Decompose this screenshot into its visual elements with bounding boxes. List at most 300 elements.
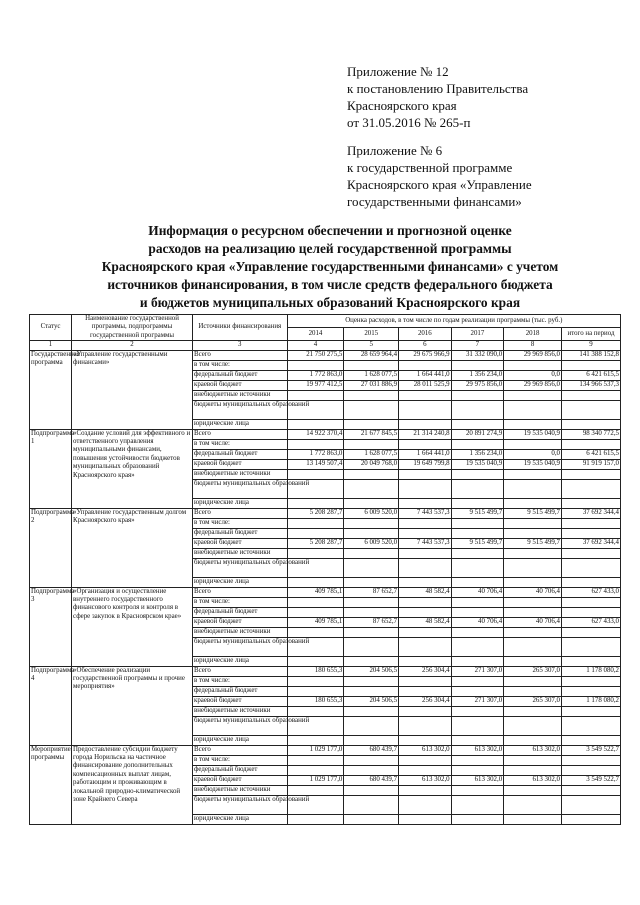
cell-value: 204 506,5 bbox=[344, 666, 399, 676]
cell-value bbox=[451, 686, 504, 696]
row-source: в том числе: bbox=[192, 597, 287, 607]
cell-total bbox=[562, 627, 621, 637]
appendix-12-title: Приложение № 12 bbox=[347, 64, 449, 79]
cell-value bbox=[287, 518, 344, 528]
cell-value bbox=[399, 814, 452, 824]
cell-value: 14 922 370,4 bbox=[287, 429, 344, 439]
cell-value: 5 208 287,7 bbox=[287, 538, 344, 548]
cell-value bbox=[451, 390, 504, 400]
cell-value bbox=[344, 528, 399, 538]
header-year-2018: 2018 bbox=[504, 328, 562, 341]
appendix-6-ref: к государственной программе bbox=[347, 160, 513, 175]
column-number: 3 bbox=[192, 341, 287, 350]
column-number: 2 bbox=[72, 341, 193, 350]
cell-value bbox=[399, 765, 452, 775]
cell-value bbox=[344, 479, 399, 498]
cell-value bbox=[399, 676, 452, 686]
cell-value: 613 302,0 bbox=[399, 775, 452, 785]
row-source: краевой бюджет bbox=[192, 538, 287, 548]
cell-value: 1 772 863,0 bbox=[287, 449, 344, 459]
cell-value: 265 307,0 bbox=[504, 666, 562, 676]
cell-value bbox=[451, 637, 504, 656]
cell-value bbox=[451, 498, 504, 508]
cell-total bbox=[562, 597, 621, 607]
cell-value: 40 706,4 bbox=[451, 617, 504, 627]
cell-value bbox=[344, 577, 399, 587]
cell-value: 1 356 234,0 bbox=[451, 370, 504, 380]
cell-value bbox=[504, 795, 562, 814]
row-program-name: «Обеспечение реализации государственной программы и прочие мероприятия» bbox=[72, 666, 193, 745]
cell-value: 48 582,4 bbox=[399, 617, 452, 627]
cell-value: 7 443 537,3 bbox=[399, 508, 452, 518]
row-source: федеральный бюджет bbox=[192, 607, 287, 617]
row-source: в том числе: bbox=[192, 439, 287, 449]
cell-value bbox=[287, 706, 344, 716]
row-source: внебюджетные источники bbox=[192, 706, 287, 716]
cell-value bbox=[399, 479, 452, 498]
cell-value: 29 975 856,0 bbox=[451, 380, 504, 390]
cell-value: 9 515 499,7 bbox=[504, 508, 562, 518]
cell-value bbox=[451, 528, 504, 538]
row-source: юридические лица bbox=[192, 735, 287, 745]
cell-value: 20 049 768,0 bbox=[344, 459, 399, 469]
cell-value: 29 675 966,9 bbox=[399, 350, 452, 360]
cell-value: 613 302,0 bbox=[451, 775, 504, 785]
cell-total: 1 178 080,2 bbox=[562, 696, 621, 706]
row-source: федеральный бюджет bbox=[192, 370, 287, 380]
cell-value bbox=[504, 419, 562, 429]
cell-value bbox=[451, 765, 504, 775]
cell-value bbox=[451, 795, 504, 814]
cell-value bbox=[344, 755, 399, 765]
cell-total bbox=[562, 676, 621, 686]
cell-value bbox=[399, 597, 452, 607]
row-source: бюджеты муниципальных образований bbox=[192, 479, 287, 498]
cell-value bbox=[451, 469, 504, 479]
appendix-6-program-name: государственными финансами» bbox=[347, 194, 522, 209]
cell-total: 98 340 772,5 bbox=[562, 429, 621, 439]
row-source: краевой бюджет bbox=[192, 617, 287, 627]
cell-value bbox=[399, 755, 452, 765]
row-source: в том числе: bbox=[192, 676, 287, 686]
cell-value bbox=[287, 686, 344, 696]
cell-value bbox=[504, 814, 562, 824]
row-program-name: Предоставление субсидии бюджету города Норильска на частичное финансирование дополнительных компенсационных выплат лицам, работающим и проживающим в локальной природно-климатической зоне Крайнего Севера bbox=[72, 745, 193, 824]
cell-value bbox=[504, 479, 562, 498]
title-line: Красноярского края «Управление государственными финансами» с учетом bbox=[101, 259, 559, 274]
cell-value bbox=[504, 706, 562, 716]
cell-value: 256 304,4 bbox=[399, 696, 452, 706]
cell-value: 0,0 bbox=[504, 370, 562, 380]
cell-value bbox=[399, 439, 452, 449]
row-program-name: «Управление государственными финансами» bbox=[72, 350, 193, 429]
cell-value bbox=[344, 400, 399, 419]
cell-total: 134 966 537,3 bbox=[562, 380, 621, 390]
cell-total: 37 692 344,4 bbox=[562, 508, 621, 518]
cell-value bbox=[344, 637, 399, 656]
cell-value bbox=[504, 390, 562, 400]
cell-value bbox=[287, 735, 344, 745]
cell-value bbox=[451, 627, 504, 637]
table-row bbox=[30, 745, 621, 755]
resource-table bbox=[29, 314, 621, 825]
header-year-2017: 2017 bbox=[451, 328, 504, 341]
cell-value: 19 535 040,9 bbox=[504, 429, 562, 439]
cell-total bbox=[562, 390, 621, 400]
column-number: 4 bbox=[287, 341, 344, 350]
cell-value: 680 439,7 bbox=[344, 745, 399, 755]
cell-total: 91 919 157,0 bbox=[562, 459, 621, 469]
cell-total bbox=[562, 439, 621, 449]
table-body bbox=[30, 350, 621, 824]
cell-value: 29 969 856,0 bbox=[504, 350, 562, 360]
row-source: Всего bbox=[192, 508, 287, 518]
cell-value bbox=[504, 597, 562, 607]
cell-value bbox=[451, 814, 504, 824]
cell-value bbox=[399, 785, 452, 795]
row-source: юридические лица bbox=[192, 419, 287, 429]
cell-total bbox=[562, 528, 621, 538]
cell-value: 6 009 520,0 bbox=[344, 538, 399, 548]
cell-value: 87 652,7 bbox=[344, 617, 399, 627]
cell-value: 13 149 507,4 bbox=[287, 459, 344, 469]
cell-value: 40 706,4 bbox=[451, 587, 504, 597]
cell-total bbox=[562, 637, 621, 656]
cell-value: 180 655,3 bbox=[287, 666, 344, 676]
cell-value: 19 535 040,9 bbox=[451, 459, 504, 469]
title-line: Информация о ресурсном обеспечении и прогнозной оценке bbox=[148, 223, 512, 238]
cell-total: 3 549 522,7 bbox=[562, 745, 621, 755]
cell-value: 20 891 274,9 bbox=[451, 429, 504, 439]
table-row bbox=[30, 429, 621, 439]
cell-total bbox=[562, 558, 621, 577]
cell-value bbox=[344, 558, 399, 577]
row-source: бюджеты муниципальных образований bbox=[192, 637, 287, 656]
row-source: краевой бюджет bbox=[192, 696, 287, 706]
row-source: в том числе: bbox=[192, 360, 287, 370]
cell-value bbox=[451, 400, 504, 419]
cell-value bbox=[287, 360, 344, 370]
cell-value: 204 506,5 bbox=[344, 696, 399, 706]
cell-value bbox=[504, 518, 562, 528]
cell-value bbox=[504, 528, 562, 538]
cell-value bbox=[399, 518, 452, 528]
cell-value: 680 439,7 bbox=[344, 775, 399, 785]
document-title bbox=[60, 222, 600, 312]
cell-value bbox=[344, 627, 399, 637]
row-source: юридические лица bbox=[192, 656, 287, 666]
header-year-2015: 2015 bbox=[344, 328, 399, 341]
cell-value: 613 302,0 bbox=[504, 745, 562, 755]
cell-total: 1 178 080,2 bbox=[562, 666, 621, 676]
cell-value: 87 652,7 bbox=[344, 587, 399, 597]
column-number-row bbox=[30, 341, 621, 350]
cell-value bbox=[399, 498, 452, 508]
cell-value bbox=[504, 558, 562, 577]
cell-value bbox=[344, 518, 399, 528]
appendix-12-date: от 31.05.2016 № 265-п bbox=[347, 115, 471, 130]
cell-total: 141 388 152,8 bbox=[562, 350, 621, 360]
row-source: внебюджетные источники bbox=[192, 390, 287, 400]
table-row bbox=[30, 508, 621, 518]
cell-value bbox=[399, 400, 452, 419]
cell-value: 409 785,1 bbox=[287, 617, 344, 627]
cell-total bbox=[562, 814, 621, 824]
cell-value bbox=[344, 439, 399, 449]
cell-value bbox=[399, 607, 452, 617]
cell-value bbox=[344, 419, 399, 429]
cell-value bbox=[451, 597, 504, 607]
cell-value: 40 706,4 bbox=[504, 587, 562, 597]
cell-value bbox=[344, 716, 399, 735]
cell-total: 627 433,0 bbox=[562, 617, 621, 627]
table-row bbox=[30, 587, 621, 597]
row-source: юридические лица bbox=[192, 498, 287, 508]
cell-value: 19 649 799,8 bbox=[399, 459, 452, 469]
cell-value: 40 706,4 bbox=[504, 617, 562, 627]
cell-value bbox=[451, 439, 504, 449]
table-row bbox=[30, 350, 621, 360]
column-number: 1 bbox=[30, 341, 72, 350]
cell-value bbox=[504, 577, 562, 587]
cell-value bbox=[287, 627, 344, 637]
row-source: краевой бюджет bbox=[192, 775, 287, 785]
cell-value: 256 304,4 bbox=[399, 666, 452, 676]
cell-total bbox=[562, 735, 621, 745]
cell-value bbox=[287, 755, 344, 765]
cell-value: 613 302,0 bbox=[399, 745, 452, 755]
cell-value bbox=[344, 686, 399, 696]
cell-value bbox=[287, 528, 344, 538]
cell-total bbox=[562, 686, 621, 696]
cell-total bbox=[562, 755, 621, 765]
cell-value bbox=[451, 548, 504, 558]
cell-value bbox=[504, 676, 562, 686]
cell-value: 1 664 441,0 bbox=[399, 449, 452, 459]
row-status: Подпрограмма 3 bbox=[30, 587, 72, 666]
column-number: 6 bbox=[399, 341, 452, 350]
row-source: федеральный бюджет bbox=[192, 765, 287, 775]
cell-total: 3 549 522,7 bbox=[562, 775, 621, 785]
cell-value bbox=[344, 360, 399, 370]
cell-total bbox=[562, 607, 621, 617]
cell-value: 271 307,0 bbox=[451, 696, 504, 706]
cell-total bbox=[562, 498, 621, 508]
cell-value bbox=[287, 548, 344, 558]
row-source: внебюджетные источники bbox=[192, 627, 287, 637]
cell-value bbox=[504, 765, 562, 775]
cell-value bbox=[287, 814, 344, 824]
column-number: 5 bbox=[344, 341, 399, 350]
cell-value bbox=[399, 716, 452, 735]
column-number: 7 bbox=[451, 341, 504, 350]
cell-value bbox=[344, 765, 399, 775]
header-year-2014: 2014 bbox=[287, 328, 344, 341]
cell-total: 6 421 615,5 bbox=[562, 370, 621, 380]
row-status: Мероприятие программы bbox=[30, 745, 72, 824]
cell-total bbox=[562, 716, 621, 735]
cell-value: 9 515 499,7 bbox=[504, 538, 562, 548]
cell-value bbox=[504, 656, 562, 666]
row-source: федеральный бюджет bbox=[192, 528, 287, 538]
row-source: Всего bbox=[192, 350, 287, 360]
cell-value bbox=[451, 360, 504, 370]
cell-value bbox=[399, 637, 452, 656]
cell-value: 27 031 886,9 bbox=[344, 380, 399, 390]
column-number: 9 bbox=[562, 341, 621, 350]
cell-value: 1 628 077,5 bbox=[344, 370, 399, 380]
cell-value: 265 307,0 bbox=[504, 696, 562, 706]
cell-value bbox=[451, 676, 504, 686]
cell-value: 9 515 499,7 bbox=[451, 538, 504, 548]
cell-value bbox=[504, 439, 562, 449]
row-source: краевой бюджет bbox=[192, 380, 287, 390]
cell-value bbox=[399, 656, 452, 666]
cell-value bbox=[504, 637, 562, 656]
cell-value: 1 772 863,0 bbox=[287, 370, 344, 380]
appendix-12-header bbox=[347, 63, 627, 131]
cell-value bbox=[399, 419, 452, 429]
title-line: и бюджетов муниципальных образований Красноярского края bbox=[139, 295, 521, 310]
row-source: юридические лица bbox=[192, 814, 287, 824]
cell-value bbox=[287, 656, 344, 666]
cell-value: 409 785,1 bbox=[287, 587, 344, 597]
cell-value bbox=[399, 469, 452, 479]
cell-value: 9 515 499,7 bbox=[451, 508, 504, 518]
cell-value bbox=[504, 360, 562, 370]
cell-value bbox=[399, 528, 452, 538]
cell-value: 0,0 bbox=[504, 449, 562, 459]
cell-value bbox=[451, 607, 504, 617]
cell-value bbox=[287, 498, 344, 508]
cell-value: 7 443 537,3 bbox=[399, 538, 452, 548]
cell-total bbox=[562, 360, 621, 370]
cell-value bbox=[287, 607, 344, 617]
cell-total: 6 421 615,5 bbox=[562, 449, 621, 459]
appendix-6-header bbox=[347, 142, 627, 210]
cell-value bbox=[344, 498, 399, 508]
row-status: Подпрограмма 2 bbox=[30, 508, 72, 587]
cell-value bbox=[344, 814, 399, 824]
cell-value bbox=[344, 390, 399, 400]
cell-total: 627 433,0 bbox=[562, 587, 621, 597]
appendix-6-program: Красноярского края «Управление bbox=[347, 177, 532, 192]
cell-value: 31 332 090,0 bbox=[451, 350, 504, 360]
cell-value bbox=[451, 755, 504, 765]
title-line: расходов на реализацию целей государственной программы bbox=[148, 241, 512, 256]
cell-value bbox=[451, 706, 504, 716]
cell-value bbox=[399, 735, 452, 745]
cell-value bbox=[504, 755, 562, 765]
cell-value bbox=[451, 735, 504, 745]
cell-value bbox=[287, 390, 344, 400]
cell-value bbox=[399, 577, 452, 587]
row-source: внебюджетные источники bbox=[192, 785, 287, 795]
cell-value bbox=[287, 469, 344, 479]
row-source: бюджеты муниципальных образований bbox=[192, 716, 287, 735]
cell-value bbox=[504, 469, 562, 479]
row-source: Всего bbox=[192, 745, 287, 755]
cell-value: 613 302,0 bbox=[451, 745, 504, 755]
header-name: Наименование государственной программы, подпрограммы государственной программы bbox=[72, 315, 193, 341]
cell-value bbox=[344, 469, 399, 479]
cell-value: 21 750 275,5 bbox=[287, 350, 344, 360]
cell-total bbox=[562, 400, 621, 419]
row-source: в том числе: bbox=[192, 518, 287, 528]
cell-value: 19 977 412,5 bbox=[287, 380, 344, 390]
cell-value bbox=[344, 548, 399, 558]
cell-value: 271 307,0 bbox=[451, 666, 504, 676]
cell-value: 1 029 177,0 bbox=[287, 775, 344, 785]
header-estimate: Оценка расходов, в том числе по годам реализации программы (тыс. руб.) bbox=[287, 315, 620, 328]
cell-value bbox=[451, 518, 504, 528]
appendix-6-title: Приложение № 6 bbox=[347, 143, 443, 158]
cell-total bbox=[562, 419, 621, 429]
cell-value bbox=[399, 795, 452, 814]
row-source: бюджеты муниципальных образований bbox=[192, 558, 287, 577]
cell-value: 29 969 856,0 bbox=[504, 380, 562, 390]
cell-value bbox=[504, 716, 562, 735]
cell-value: 1 664 441,0 bbox=[399, 370, 452, 380]
cell-value bbox=[399, 360, 452, 370]
cell-value bbox=[344, 785, 399, 795]
row-source: Всего bbox=[192, 666, 287, 676]
cell-value bbox=[451, 419, 504, 429]
cell-value bbox=[451, 558, 504, 577]
cell-value bbox=[504, 607, 562, 617]
cell-value bbox=[451, 479, 504, 498]
cell-value: 1 628 077,5 bbox=[344, 449, 399, 459]
row-source: федеральный бюджет bbox=[192, 686, 287, 696]
cell-value bbox=[504, 686, 562, 696]
cell-total bbox=[562, 518, 621, 528]
header-year-2016: 2016 bbox=[399, 328, 452, 341]
cell-value bbox=[399, 627, 452, 637]
row-source: Всего bbox=[192, 429, 287, 439]
row-source: федеральный бюджет bbox=[192, 449, 287, 459]
cell-total bbox=[562, 656, 621, 666]
column-number: 8 bbox=[504, 341, 562, 350]
cell-total bbox=[562, 785, 621, 795]
cell-value bbox=[451, 656, 504, 666]
cell-total bbox=[562, 479, 621, 498]
row-source: Всего bbox=[192, 587, 287, 597]
cell-value bbox=[287, 676, 344, 686]
row-source: внебюджетные источники bbox=[192, 469, 287, 479]
appendix-12-ref: к постановлению Правительства bbox=[347, 81, 529, 96]
cell-value bbox=[287, 419, 344, 429]
cell-value bbox=[344, 676, 399, 686]
cell-value bbox=[451, 716, 504, 735]
cell-value bbox=[399, 390, 452, 400]
cell-total bbox=[562, 548, 621, 558]
cell-value bbox=[504, 735, 562, 745]
cell-value: 1 029 177,0 bbox=[287, 745, 344, 755]
header-status: Статус bbox=[30, 315, 72, 341]
cell-value bbox=[344, 795, 399, 814]
cell-value: 19 535 040,9 bbox=[504, 459, 562, 469]
cell-total bbox=[562, 469, 621, 479]
cell-value bbox=[399, 548, 452, 558]
cell-total bbox=[562, 706, 621, 716]
cell-value bbox=[344, 656, 399, 666]
cell-value bbox=[504, 627, 562, 637]
cell-total: 37 692 344,4 bbox=[562, 538, 621, 548]
cell-value: 5 208 287,7 bbox=[287, 508, 344, 518]
cell-value bbox=[344, 607, 399, 617]
cell-value bbox=[504, 400, 562, 419]
cell-value bbox=[344, 597, 399, 607]
